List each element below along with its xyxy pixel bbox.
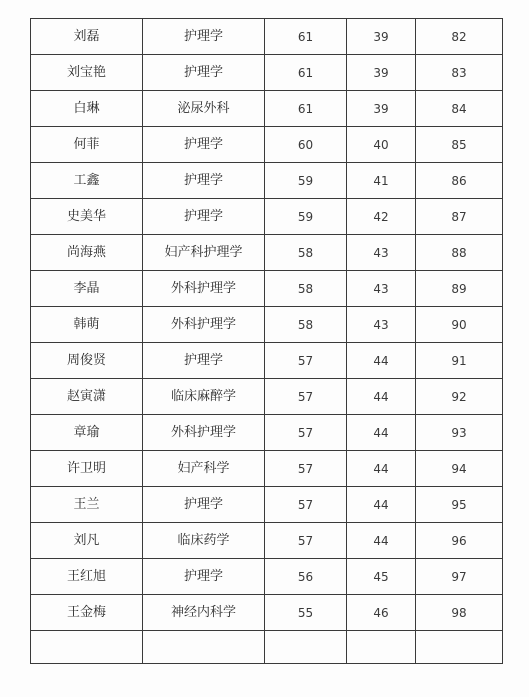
score-cell: 44	[347, 487, 416, 523]
name-cell: 何菲	[31, 127, 143, 163]
score-cell: 39	[347, 55, 416, 91]
score-cell: 55	[265, 595, 347, 631]
name-cell: 白琳	[31, 91, 143, 127]
name-cell: 工鑫	[31, 163, 143, 199]
table-row	[31, 595, 503, 631]
name-cell: 许卫明	[31, 451, 143, 487]
major-cell: 妇产科学	[143, 451, 265, 487]
table-row	[31, 307, 503, 343]
score-cell: 61	[265, 55, 347, 91]
major-cell: 神经内科学	[143, 595, 265, 631]
empty-cell	[265, 631, 347, 664]
table-row	[31, 235, 503, 271]
name-cell: 王金梅	[31, 595, 143, 631]
empty-cell	[347, 631, 416, 664]
major-cell: 护理学	[143, 127, 265, 163]
score-cell: 43	[347, 235, 416, 271]
table-body	[31, 19, 503, 664]
score-cell: 57	[265, 487, 347, 523]
rank-cell: 92	[416, 379, 503, 415]
rank-cell: 97	[416, 559, 503, 595]
rank-cell: 96	[416, 523, 503, 559]
empty-cell	[143, 631, 265, 664]
major-cell: 护理学	[143, 19, 265, 55]
score-cell: 44	[347, 415, 416, 451]
name-cell: 刘凡	[31, 523, 143, 559]
name-cell: 尚海燕	[31, 235, 143, 271]
rank-cell: 93	[416, 415, 503, 451]
table-row	[31, 415, 503, 451]
rank-cell: 82	[416, 19, 503, 55]
table-row	[31, 19, 503, 55]
major-cell: 护理学	[143, 163, 265, 199]
rank-cell: 88	[416, 235, 503, 271]
name-cell: 韩萌	[31, 307, 143, 343]
table-row	[31, 379, 503, 415]
score-cell: 57	[265, 379, 347, 415]
major-cell: 妇产科护理学	[143, 235, 265, 271]
table-row	[31, 451, 503, 487]
name-cell: 章瑜	[31, 415, 143, 451]
score-cell: 40	[347, 127, 416, 163]
name-cell: 李晶	[31, 271, 143, 307]
score-cell: 59	[265, 163, 347, 199]
major-cell: 外科护理学	[143, 307, 265, 343]
score-cell: 44	[347, 451, 416, 487]
rank-cell: 94	[416, 451, 503, 487]
major-cell: 护理学	[143, 199, 265, 235]
rank-cell: 91	[416, 343, 503, 379]
table-row	[31, 199, 503, 235]
rank-cell: 98	[416, 595, 503, 631]
score-cell: 60	[265, 127, 347, 163]
name-cell: 周俊贤	[31, 343, 143, 379]
score-cell: 46	[347, 595, 416, 631]
score-cell: 58	[265, 307, 347, 343]
score-cell: 44	[347, 523, 416, 559]
rank-cell: 84	[416, 91, 503, 127]
major-cell: 泌尿外科	[143, 91, 265, 127]
rank-cell: 90	[416, 307, 503, 343]
table-row	[31, 55, 503, 91]
table-row	[31, 559, 503, 595]
rank-cell: 85	[416, 127, 503, 163]
name-cell: 史美华	[31, 199, 143, 235]
score-cell: 58	[265, 235, 347, 271]
major-cell: 护理学	[143, 487, 265, 523]
table-row	[31, 343, 503, 379]
empty-cell	[416, 631, 503, 664]
table-row	[31, 523, 503, 559]
score-cell: 43	[347, 271, 416, 307]
score-cell: 57	[265, 523, 347, 559]
score-cell: 42	[347, 199, 416, 235]
major-cell: 外科护理学	[143, 415, 265, 451]
score-cell: 61	[265, 91, 347, 127]
score-cell: 39	[347, 19, 416, 55]
name-cell: 刘宝艳	[31, 55, 143, 91]
major-cell: 护理学	[143, 55, 265, 91]
rank-cell: 83	[416, 55, 503, 91]
score-cell: 41	[347, 163, 416, 199]
score-cell: 58	[265, 271, 347, 307]
major-cell: 外科护理学	[143, 271, 265, 307]
rank-cell: 95	[416, 487, 503, 523]
name-cell: 王兰	[31, 487, 143, 523]
name-cell: 赵寅潇	[31, 379, 143, 415]
name-cell: 刘磊	[31, 19, 143, 55]
rank-cell: 87	[416, 199, 503, 235]
table-row	[31, 127, 503, 163]
score-cell: 44	[347, 343, 416, 379]
score-cell: 57	[265, 343, 347, 379]
major-cell: 临床麻醉学	[143, 379, 265, 415]
score-cell: 61	[265, 19, 347, 55]
major-cell: 护理学	[143, 343, 265, 379]
score-cell: 57	[265, 415, 347, 451]
score-table	[30, 18, 503, 664]
major-cell: 护理学	[143, 559, 265, 595]
major-cell: 临床药学	[143, 523, 265, 559]
table-row	[31, 271, 503, 307]
score-cell: 59	[265, 199, 347, 235]
empty-cell	[31, 631, 143, 664]
table-row	[31, 91, 503, 127]
score-cell: 57	[265, 451, 347, 487]
score-cell: 43	[347, 307, 416, 343]
table-row	[31, 487, 503, 523]
score-cell: 56	[265, 559, 347, 595]
blank-table-row	[31, 631, 503, 664]
name-cell: 王红旭	[31, 559, 143, 595]
rank-cell: 89	[416, 271, 503, 307]
table-row	[31, 163, 503, 199]
rank-cell: 86	[416, 163, 503, 199]
score-cell: 39	[347, 91, 416, 127]
score-cell: 44	[347, 379, 416, 415]
score-cell: 45	[347, 559, 416, 595]
